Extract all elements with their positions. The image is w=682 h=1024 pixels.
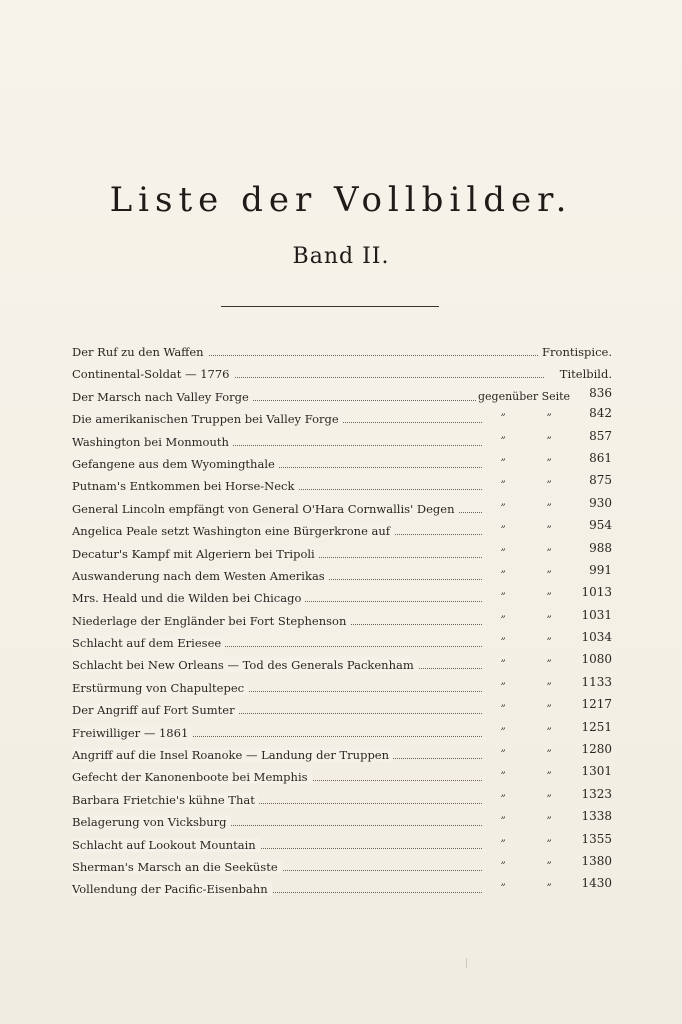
ditto-mark: ” xyxy=(546,816,552,828)
ditto-mark: ” xyxy=(546,793,552,805)
ditto-mark: ” xyxy=(546,525,552,537)
entry-title: Auswanderung nach dem Westen Amerikas xyxy=(72,569,329,583)
ditto-mark: ” xyxy=(546,637,552,649)
list-item xyxy=(72,632,612,654)
ditto-mark: ” xyxy=(546,480,552,492)
ditto-mark: ” xyxy=(500,704,506,716)
ditto-mark: ” xyxy=(546,502,552,514)
ditto-mark: ” xyxy=(546,592,552,604)
page-number: 1251 xyxy=(581,719,612,734)
page-number: 954 xyxy=(589,518,612,533)
list-item xyxy=(72,811,612,833)
list-item xyxy=(72,520,612,542)
list-item xyxy=(72,341,612,363)
ditto-mark: ” xyxy=(500,726,506,738)
ditto-mark: ” xyxy=(500,547,506,559)
ditto-mark: ” xyxy=(500,592,506,604)
ditto-mark: ” xyxy=(546,771,552,783)
ditto-mark: ” xyxy=(500,681,506,693)
entry-title: Schlacht bei New Orleans — Tod des Generals Packenham xyxy=(72,658,418,672)
entry-title: Freiwilliger — 1861 xyxy=(72,726,192,740)
ditto-mark: ” xyxy=(546,547,552,559)
page-number: 1034 xyxy=(581,630,612,645)
list-item xyxy=(72,878,612,900)
ditto-mark: ” xyxy=(546,749,552,761)
entry-title: Gefangene aus dem Wyomingthale xyxy=(72,457,279,471)
list-item xyxy=(72,607,612,632)
list-item xyxy=(72,853,612,878)
ditto-mark: ” xyxy=(500,457,506,469)
entry-title: Putnam's Entkommen bei Horse-Neck xyxy=(72,479,298,493)
list-item xyxy=(72,562,612,587)
entry-title: Erstürmung von Chapultepec xyxy=(72,681,248,695)
list-item xyxy=(72,766,612,788)
divider-rule xyxy=(221,306,439,307)
ditto-mark: ” xyxy=(500,569,506,581)
page-number: 1338 xyxy=(581,809,612,824)
page-number: 1323 xyxy=(581,786,612,801)
ditto-mark: ” xyxy=(500,435,506,447)
opposite-page-label: gegenüber Seite xyxy=(476,386,570,408)
ditto-mark: ” xyxy=(500,793,506,805)
ditto-mark: ” xyxy=(500,749,506,761)
entry-title: Decatur's Kampf mit Algeriern bei Tripoli xyxy=(72,547,319,561)
ditto-mark: ” xyxy=(546,435,552,447)
page-number: 836 xyxy=(589,385,612,400)
page-number: 875 xyxy=(589,473,612,488)
page-title: Liste der Vollbilder. xyxy=(109,180,573,220)
ditto-mark: ” xyxy=(546,614,552,626)
ditto-mark: ” xyxy=(546,659,552,671)
list-item xyxy=(72,744,612,766)
ditto-mark: ” xyxy=(500,860,506,872)
ditto-mark: ” xyxy=(500,413,506,425)
page-number: 1280 xyxy=(581,742,612,757)
ditto-mark: ” xyxy=(546,704,552,716)
list-item xyxy=(72,831,612,856)
page-number: 842 xyxy=(589,406,612,421)
list-item xyxy=(72,495,612,520)
list-item xyxy=(72,587,612,609)
list-item xyxy=(72,408,612,430)
list-item xyxy=(72,654,612,676)
page-number: 1080 xyxy=(581,652,612,667)
page-number: 857 xyxy=(589,428,612,443)
entry-title: Vollendung der Pacific-Eisenbahn xyxy=(72,882,272,896)
ditto-mark: ” xyxy=(500,480,506,492)
entry-title: Angelica Peale setzt Washington eine Bürgerkrone auf xyxy=(72,524,394,538)
entry-title: Gefecht der Kanonenboote bei Memphis xyxy=(72,770,312,784)
list-item xyxy=(72,450,612,475)
page-number: 930 xyxy=(589,495,612,510)
page-number: 1301 xyxy=(581,764,612,779)
list-item xyxy=(72,363,612,385)
ditto-mark: ” xyxy=(500,838,506,850)
ditto-mark: ” xyxy=(500,771,506,783)
entry-title: General Lincoln empfängt von General O'Hara Cornwallis' Degen xyxy=(72,502,458,516)
entry-title: Schlacht auf dem Eriesee xyxy=(72,636,225,650)
ditto-mark: ” xyxy=(546,838,552,850)
ditto-mark: ” xyxy=(500,502,506,514)
entry-title: Angriff auf die Insel Roanoke — Landung der Truppen xyxy=(72,748,393,762)
entry-title: Sherman's Marsch an die Seeküste xyxy=(72,860,282,874)
paper-mark xyxy=(466,958,467,968)
entry-title: Barbara Frietchie's kühne That xyxy=(72,793,259,807)
page-number: 1217 xyxy=(581,697,612,712)
list-item xyxy=(72,719,612,744)
page-number: 1133 xyxy=(581,674,612,689)
entry-title: Washington bei Monmouth xyxy=(72,435,233,449)
list-item xyxy=(72,540,612,565)
plates-list xyxy=(72,341,612,901)
ditto-mark: ” xyxy=(500,816,506,828)
ditto-mark: ” xyxy=(500,637,506,649)
entry-reference: Titelbild. xyxy=(556,363,612,385)
page-number: 1430 xyxy=(581,876,612,891)
page-number: 861 xyxy=(589,450,612,465)
entry-title: Schlacht auf Lookout Mountain xyxy=(72,838,260,852)
entry-title: Niederlage der Engländer bei Fort Stephenson xyxy=(72,614,350,628)
entry-title: Die amerikanischen Truppen bei Valley Forge xyxy=(72,412,343,426)
list-item xyxy=(72,699,612,721)
entry-title: Mrs. Heald und die Wilden bei Chicago xyxy=(72,591,305,605)
list-item xyxy=(72,386,612,408)
ditto-mark: ” xyxy=(546,457,552,469)
list-item xyxy=(72,674,612,699)
list-item xyxy=(72,786,612,811)
volume-heading: Band II. xyxy=(292,244,390,269)
entry-reference: Frontispice. xyxy=(538,341,612,363)
ditto-mark: ” xyxy=(500,883,506,895)
page-number: 991 xyxy=(589,562,612,577)
page-number: 1031 xyxy=(581,607,612,622)
entry-title: Continental-Soldat — 1776 xyxy=(72,367,234,381)
entry-title: Der Ruf zu den Waffen xyxy=(72,345,208,359)
entry-title: Belagerung von Vicksburg xyxy=(72,815,231,829)
list-item xyxy=(72,428,612,453)
ditto-mark: ” xyxy=(546,413,552,425)
entry-title: Der Angriff auf Fort Sumter xyxy=(72,703,239,717)
page-number: 1380 xyxy=(581,853,612,868)
page-number: 988 xyxy=(589,540,612,555)
ditto-mark: ” xyxy=(546,726,552,738)
ditto-mark: ” xyxy=(546,569,552,581)
ditto-mark: ” xyxy=(546,883,552,895)
ditto-mark: ” xyxy=(500,614,506,626)
ditto-mark: ” xyxy=(546,860,552,872)
page-number: 1013 xyxy=(581,585,612,600)
ditto-mark: ” xyxy=(500,659,506,671)
list-item xyxy=(72,475,612,497)
entry-title: Der Marsch nach Valley Forge xyxy=(72,390,253,404)
ditto-mark: ” xyxy=(500,525,506,537)
page-number: 1355 xyxy=(581,831,612,846)
ditto-mark: ” xyxy=(546,681,552,693)
